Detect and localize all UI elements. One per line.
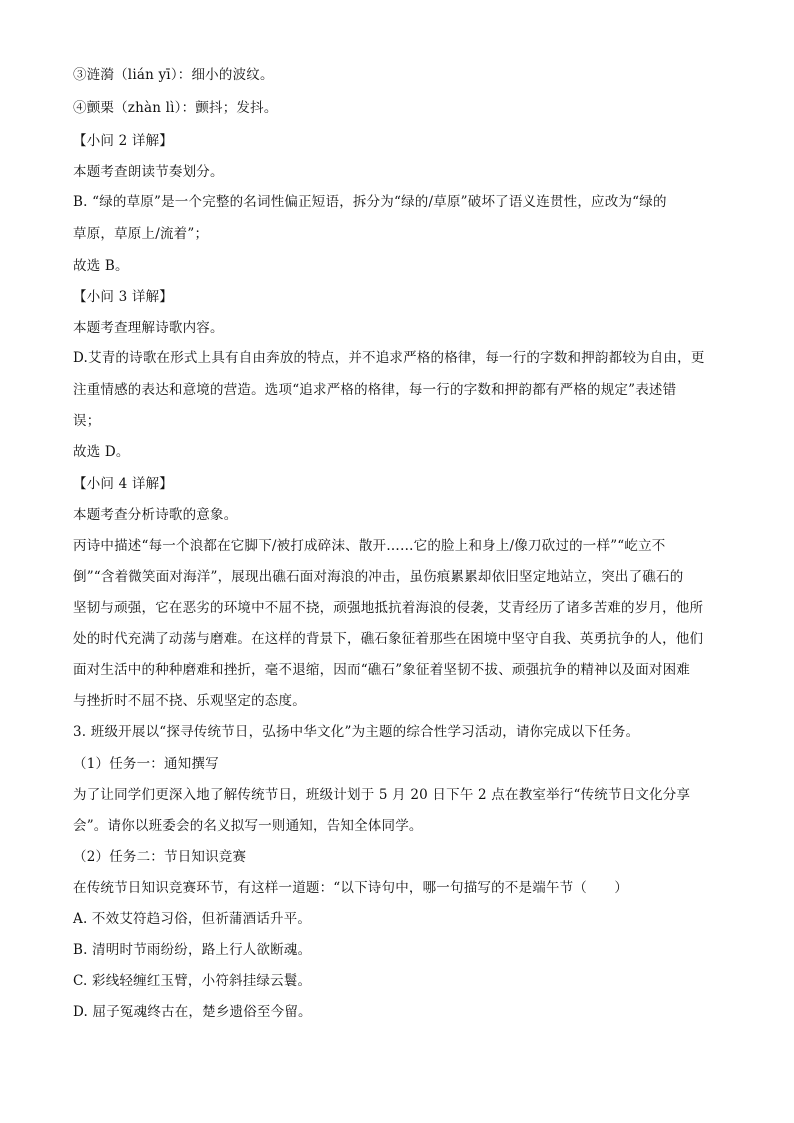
option-c: C. 彩线轻缠红玉臂，小符斜挂绿云鬟。: [73, 973, 312, 989]
paragraph-line: D.艾青的诗歌在形式上具有自由奔放的特点，并不追求严格的格律，每一行的字数和押韵都较为自由，更: [73, 350, 705, 366]
paragraph-line: 倒”“含着微笑面对海洋”，展现出礁石面对海浪的冲击，虽伤痕累累却依旧坚定地站立，突出了礁石的: [73, 569, 684, 585]
paragraph-line: 误；: [73, 413, 101, 429]
option-b: B. 清明时节雨纷纷，路上行人欲断魂。: [73, 942, 312, 958]
option-d: D. 屈子冤魂终古在，楚乡遗俗至今留。: [73, 1004, 312, 1020]
paragraph-line: 注重情感的表达和意境的营造。选项“追求严格的格律，每一行的字数和押韵都有严格的规定”表述错: [73, 382, 677, 398]
question-3-stem: 3. 班级开展以“探寻传统节日，弘扬中华文化”为主题的综合性学习活动，请你完成以下任务。: [73, 724, 640, 740]
section-heading-q3: 【小问 3 详解】: [73, 289, 173, 305]
paragraph-line: 处的时代充满了动荡与磨难。在这样的背景下，礁石象征着那些在困境中坚守自我、英勇抗争的人，他们: [73, 631, 704, 647]
paragraph-line: 坚韧与顽强，它在恶劣的环境中不屈不挠，顽强地抵抗着海浪的侵袭，艾青经历了诸多苦难的岁月，他所: [73, 600, 704, 616]
paragraph-line: 本题考查理解诗歌内容。: [73, 320, 224, 336]
paragraph-line: 本题考查分析诗歌的意象。: [73, 507, 238, 523]
task-1-heading: （1）任务一：通知撰写: [73, 756, 219, 772]
paragraph-line: 与挫折时不屈不挠、乐观坚定的态度。: [73, 693, 306, 709]
paragraph-line: 面对生活中的种种磨难和挫折，毫不退缩，因而“礁石”象征着坚韧不拔、顽强抗争的精神以及面对困难: [73, 662, 691, 678]
paragraph-line: 会”。请你以班委会的名义拟写一则通知，告知全体同学。: [73, 818, 423, 834]
annotation-zhanli: ④颤栗（zhàn lì）：颤抖；发抖。: [73, 100, 278, 116]
paragraph-line: 草原，草原上/流着”；: [73, 226, 209, 242]
option-a: A. 不效艾符趋习俗，但祈蒲酒话升平。: [73, 911, 312, 927]
paragraph-line: 丙诗中描述“每一个浪都在它脚下/被打成碎沫、散开……它的脸上和身上/像刀砍过的一样”“屹立不: [73, 538, 666, 554]
paragraph-line: 本题考查朗读节奏划分。: [73, 164, 224, 180]
question-prompt: 在传统节日知识竞赛环节，有这样一道题：“以下诗句中，哪一句描写的不是端午节（ ）: [73, 880, 629, 896]
section-heading-q2: 【小问 2 详解】: [73, 133, 173, 149]
paragraph-line: B. “绿的草原”是一个完整的名词性偏正短语，拆分为“绿的/草原”破坏了语义连贯性，应改为“绿的: [73, 194, 667, 210]
section-heading-q4: 【小问 4 详解】: [73, 476, 173, 492]
task-2-heading: （2）任务二：节日知识竞赛: [73, 849, 247, 865]
answer-line: 故选 B。: [73, 258, 129, 274]
paragraph-line: 为了让同学们更深入地了解传统节日，班级计划于 5 月 20 日下午 2 点在教室举行“传统节日文化分享: [73, 787, 691, 803]
answer-line: 故选 D。: [73, 444, 130, 460]
annotation-lianyi: ③涟漪（lián yī）：细小的波纹。: [73, 67, 274, 83]
